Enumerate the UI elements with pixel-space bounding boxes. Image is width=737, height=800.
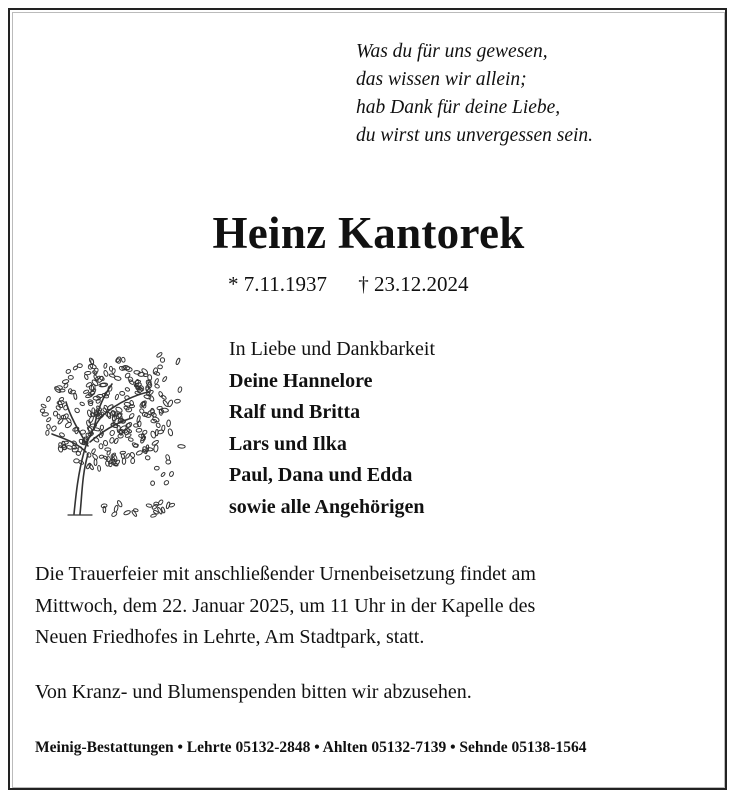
leaf-shape	[97, 465, 100, 471]
leaf-shape	[128, 437, 134, 442]
family-member: Deine Hannelore	[229, 369, 373, 392]
leaf-shape	[174, 399, 180, 403]
service-line: Neuen Friedhofes in Lehrte, Am Stadtpark, statt.	[35, 626, 425, 648]
leaf-shape	[154, 378, 159, 384]
leaf-shape	[119, 391, 125, 396]
leaf-shape	[92, 453, 98, 460]
poem-line: hab Dank für deine Liebe,	[356, 97, 561, 118]
leaf-shape	[115, 394, 119, 400]
birth-date: * 7.11.1937	[228, 272, 327, 296]
family-list	[229, 334, 435, 523]
family-intro: In Liebe und Dankbarkeit	[229, 338, 436, 360]
leaf-shape	[103, 440, 108, 446]
leaf-shape	[84, 371, 91, 375]
leaf-shape	[100, 425, 103, 430]
leaf-shape	[125, 453, 130, 459]
leaf-shape	[114, 505, 119, 512]
leaf-shape	[124, 372, 130, 378]
leaf-shape	[55, 405, 61, 411]
poem-line: Was du für uns gewesen,	[356, 41, 548, 62]
leaf-shape	[178, 444, 186, 448]
poem	[356, 38, 593, 150]
leaf-shape	[150, 481, 154, 486]
family-member: Lars und Ilka	[229, 432, 347, 455]
life-dates	[228, 270, 468, 298]
leaf-shape	[161, 472, 166, 477]
leaf-shape	[136, 415, 140, 423]
closing-note: Von Kranz- und Blumenspenden bitten wir abzusehen.	[35, 681, 472, 703]
leaf-shape	[162, 376, 168, 382]
leaf-shape	[160, 358, 165, 363]
leaf-shape	[153, 445, 158, 453]
leaf-shape	[136, 450, 143, 456]
leaf-shape	[163, 480, 169, 486]
leaf-shape	[118, 434, 124, 439]
leaf-shape	[93, 436, 100, 443]
poem-line: das wissen wir allein;	[356, 69, 527, 90]
leaf-shape	[155, 429, 158, 435]
leaf-shape	[101, 504, 107, 509]
leaf-shape	[41, 404, 47, 409]
leaf-shape	[74, 459, 80, 463]
leaf-shape	[145, 455, 150, 460]
family-member: sowie alle Angehörigen	[229, 495, 425, 518]
leaf-shape	[177, 386, 182, 392]
leaf-shape	[107, 404, 114, 411]
leaf-shape	[156, 352, 163, 358]
leaf-shape	[91, 448, 96, 454]
leaf-shape	[162, 400, 169, 408]
tree-icon	[32, 334, 192, 524]
leaf-shape	[46, 424, 51, 430]
leaf-shape	[122, 458, 126, 465]
leaf-shape	[130, 452, 136, 458]
leaf-shape	[45, 430, 49, 435]
leaf-shape	[99, 444, 103, 449]
service-line: Mittwoch, dem 22. Januar 2025, um 11 Uhr in der Kapelle des	[35, 594, 536, 617]
family-member: Ralf und Britta	[229, 401, 361, 423]
leaf-shape	[148, 395, 155, 402]
leaf-shape	[80, 430, 86, 435]
leaf-shape	[46, 417, 52, 422]
poem-line: du wirst uns unvergessen sein.	[356, 125, 594, 146]
leaf-shape	[123, 510, 131, 516]
leaf-shape	[68, 375, 73, 379]
family-member: Paul, Dana und Edda	[229, 464, 413, 486]
leaf-shape	[167, 428, 173, 436]
leaf-shape	[131, 458, 135, 464]
leaf-shape	[109, 430, 115, 437]
leaf-shape	[65, 369, 71, 374]
leaf-shape	[166, 460, 171, 464]
leaf-shape	[133, 508, 138, 512]
leaf-shape	[40, 409, 45, 413]
leaf-shape	[146, 503, 152, 507]
leaf-shape	[154, 466, 159, 470]
leaf-shape	[158, 365, 163, 369]
deceased-name: Heinz Kantorek	[212, 208, 525, 258]
leaf-shape	[53, 411, 57, 416]
leaf-shape	[99, 376, 105, 381]
service-line: Die Trauerfeier mit anschließender Urnenbeisetzung findet am	[35, 563, 536, 585]
leaf-shape	[175, 358, 180, 365]
leaf-shape	[76, 451, 81, 456]
leaf-shape	[73, 393, 77, 400]
leaf-shape	[136, 428, 142, 432]
leaf-shape	[128, 379, 134, 385]
leaf-shape	[156, 422, 161, 428]
leaf-shape	[109, 437, 115, 444]
leaf-shape	[108, 462, 112, 467]
leaf-shape	[74, 407, 80, 413]
leaf-shape	[112, 368, 116, 373]
leaf-shape	[42, 412, 49, 416]
leaf-shape	[79, 402, 84, 407]
leaf-shape	[167, 420, 171, 427]
service-details	[35, 559, 705, 654]
leaf-shape	[66, 417, 72, 423]
leaf-shape	[114, 438, 119, 444]
leaf-shape	[169, 471, 174, 477]
leaf-shape	[77, 364, 82, 368]
leaf-shape	[150, 513, 156, 517]
leaf-shape	[103, 370, 109, 377]
leaf-shape	[51, 425, 58, 432]
leaf-shape	[102, 407, 107, 412]
leaf-shape	[88, 463, 94, 470]
leaf-shape	[158, 499, 164, 505]
leaf-shape	[109, 373, 116, 378]
leaf-shape	[94, 459, 97, 465]
leaf-shape	[129, 413, 135, 419]
leaf-shape	[99, 455, 104, 459]
leaf-shape	[166, 502, 171, 509]
leaf-shape	[125, 387, 130, 392]
leaf-shape	[153, 367, 159, 374]
leaf-shape	[103, 363, 107, 369]
leaf-shape	[158, 391, 163, 398]
death-date: † 23.12.2024	[358, 272, 469, 296]
leaf-shape	[46, 396, 51, 402]
leaf-shape	[121, 357, 125, 362]
funeral-home-footer: Meinig-Bestattungen • Lehrte 05132-2848 • Ahlten 05132-7139 • Sehnde 05138-1564	[35, 739, 587, 756]
